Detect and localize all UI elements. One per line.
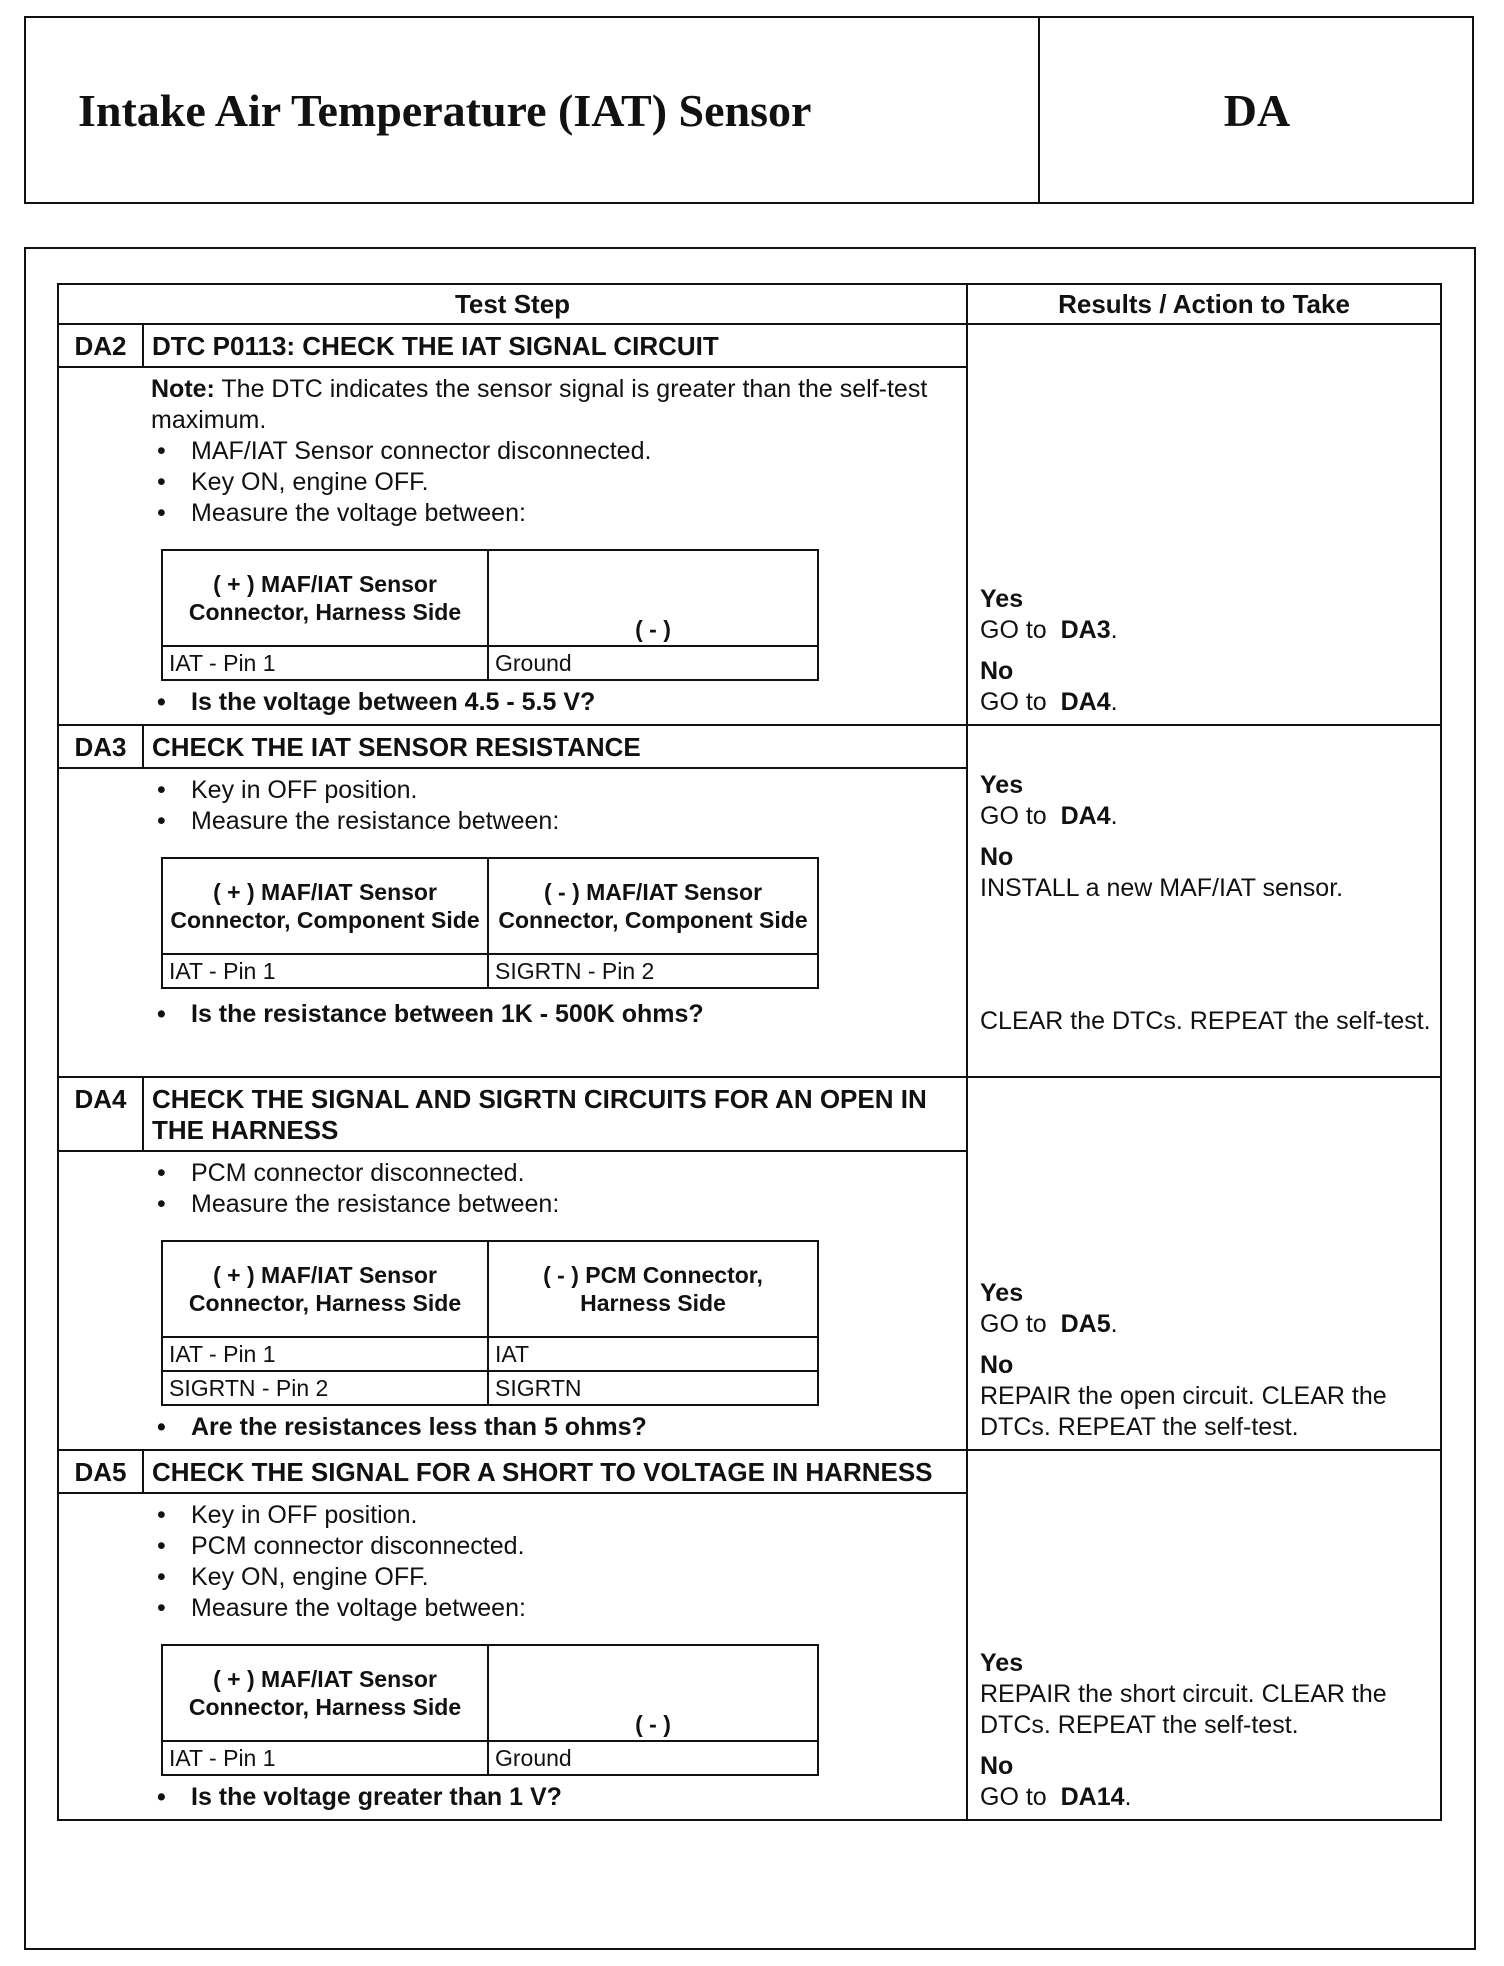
step-id-da5: DA5 [58, 1450, 143, 1493]
page-header [24, 16, 1474, 204]
meas-header-minus: ( - ) MAF/IAT Sensor Connector, Component Side [488, 858, 818, 954]
measurement-table [161, 857, 819, 989]
meas-header-plus: ( + ) MAF/IAT Sensor Connector, Component Side [162, 858, 488, 954]
yes-label: Yes [980, 585, 1024, 613]
step-id-da2: DA2 [58, 324, 143, 367]
step-title-da4: CHECK THE SIGNAL AND SIGRTN CIRCUITS FOR AN OPEN IN THE HARNESS [143, 1077, 967, 1151]
meas-cell: SIGRTN - Pin 2 [162, 1371, 488, 1405]
note: Note: The DTC indicates the sensor signal is greater than the self-test maximum. [151, 375, 928, 434]
no-action: REPAIR the open circuit. CLEAR the DTCs. REPEAT the self-test. [980, 1382, 1387, 1441]
bullet-item: • Key in OFF position. [151, 775, 966, 806]
step-title-row-da5 [58, 1450, 1441, 1493]
yes-action: GO to DA5. [980, 1310, 1118, 1338]
yes-label: Yes [980, 771, 1024, 799]
step-title-da5: CHECK THE SIGNAL FOR A SHORT TO VOLTAGE IN HARNESS [143, 1450, 967, 1493]
measurement-table [161, 549, 819, 681]
bullet-item: • Measure the voltage between: [151, 1593, 966, 1624]
meas-header-plus: ( + ) MAF/IAT Sensor Connector, Harness Side [162, 1645, 488, 1741]
bullet-item: • Measure the resistance between: [151, 1189, 966, 1220]
results-da4 [967, 1077, 1441, 1450]
meas-cell: IAT - Pin 1 [162, 1337, 488, 1371]
bullet-item: • Key in OFF position. [151, 1500, 966, 1531]
step-title-row-da4 [58, 1077, 1441, 1151]
step-title-row-da2 [58, 324, 1441, 367]
no-action: INSTALL a new MAF/IAT sensor. [980, 874, 1344, 902]
meas-header-plus: ( + ) MAF/IAT Sensor Connector, Harness Side [162, 1241, 488, 1337]
yes-action: GO to DA3. [980, 616, 1118, 644]
bullet-item: • PCM connector disconnected. [151, 1158, 966, 1189]
goto-link[interactable]: DA14 [1060, 1783, 1125, 1811]
no-label: No [980, 1351, 1014, 1379]
step-body-da3 [143, 768, 967, 1077]
meas-header-minus: ( - ) [488, 1645, 818, 1741]
step-id-da4: DA4 [58, 1077, 143, 1151]
step-question: • Is the voltage between 4.5 - 5.5 V? [151, 687, 966, 718]
meas-cell: Ground [488, 646, 818, 680]
table-header-row [58, 284, 1441, 324]
page-title: Intake Air Temperature (IAT) Sensor [78, 85, 812, 136]
meas-header-minus: ( - ) PCM Connector, Harness Side [488, 1241, 818, 1337]
results-da3 [967, 725, 1441, 1077]
step-title-da3: CHECK THE IAT SENSOR RESISTANCE [143, 725, 967, 768]
no-label: No [980, 1752, 1014, 1780]
step-id-da3: DA3 [58, 725, 143, 768]
measurement-table [161, 1644, 819, 1776]
no-label: No [980, 657, 1014, 685]
meas-cell: Ground [488, 1741, 818, 1775]
bullet-item: • Key ON, engine OFF. [151, 467, 966, 498]
no-label: No [980, 843, 1014, 871]
no-action: GO to DA14. [980, 1783, 1132, 1811]
col-header-test-step: Test Step [58, 284, 967, 324]
step-title-row-da3 [58, 725, 1441, 768]
yes-label: Yes [980, 1649, 1024, 1677]
results-da2 [967, 324, 1441, 725]
meas-cell: IAT - Pin 1 [162, 1741, 488, 1775]
goto-link[interactable]: DA3 [1060, 616, 1111, 644]
bullet-item: • Key ON, engine OFF. [151, 1562, 966, 1593]
measurement-table [161, 1240, 819, 1406]
yes-label: Yes [980, 1279, 1024, 1307]
meas-cell: IAT [488, 1337, 818, 1371]
bullet-item: • MAF/IAT Sensor connector disconnected. [151, 436, 966, 467]
step-question: • Is the resistance between 1K - 500K ohms? [151, 999, 966, 1030]
meas-cell: IAT - Pin 1 [162, 646, 488, 680]
col-header-results: Results / Action to Take [967, 284, 1441, 324]
bullet-item: • Measure the resistance between: [151, 806, 966, 837]
goto-link[interactable]: DA5 [1060, 1310, 1111, 1338]
step-title-da2: DTC P0113: CHECK THE IAT SIGNAL CIRCUIT [143, 324, 967, 367]
step-body-da2 [143, 367, 967, 725]
goto-link[interactable]: DA4 [1060, 688, 1111, 716]
section-code: DA [1223, 85, 1291, 136]
extra-action: CLEAR the DTCs. REPEAT the self-test. [980, 1007, 1431, 1035]
step-body-da5 [143, 1493, 967, 1820]
step-question: • Is the voltage greater than 1 V? [151, 1782, 966, 1813]
results-da5 [967, 1450, 1441, 1820]
meas-header-minus: ( - ) [488, 550, 818, 646]
step-body-da4 [143, 1151, 967, 1450]
meas-cell: SIGRTN [488, 1371, 818, 1405]
yes-action: GO to DA4. [980, 802, 1118, 830]
yes-action: REPAIR the short circuit. CLEAR the DTCs. REPEAT the self-test. [980, 1680, 1387, 1739]
bullet-item: • PCM connector disconnected. [151, 1531, 966, 1562]
bullet-item: • Measure the voltage between: [151, 498, 966, 529]
meas-header-plus: ( + ) MAF/IAT Sensor Connector, Harness Side [162, 550, 488, 646]
step-question: • Are the resistances less than 5 ohms? [151, 1412, 966, 1443]
meas-cell: IAT - Pin 1 [162, 954, 488, 988]
test-step-table [57, 283, 1442, 1821]
no-action: GO to DA4. [980, 688, 1118, 716]
meas-cell: SIGRTN - Pin 2 [488, 954, 818, 988]
goto-link[interactable]: DA4 [1060, 802, 1111, 830]
